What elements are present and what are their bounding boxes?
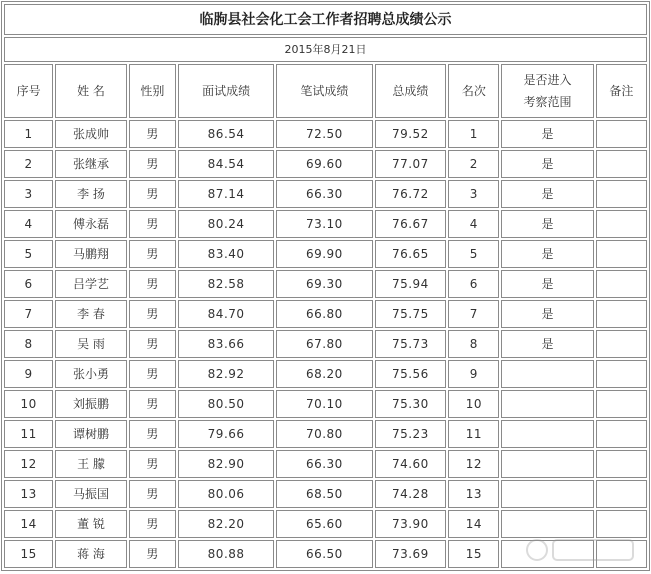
cell-remark [596, 300, 647, 328]
table-row [4, 300, 647, 328]
cell-name: 张继承 [55, 150, 127, 178]
cell-written: 68.50 [276, 480, 372, 508]
cell-interview: 80.88 [178, 540, 274, 568]
header-name: 姓 名 [55, 64, 127, 118]
cell-total: 75.73 [375, 330, 447, 358]
cell-rank: 5 [448, 240, 499, 268]
cell-written: 69.90 [276, 240, 372, 268]
cell-interview: 80.50 [178, 390, 274, 418]
cell-gender: 男 [129, 120, 176, 148]
cell-rank: 3 [448, 180, 499, 208]
header-inspect-line1: 是否进入 [523, 73, 572, 87]
cell-interview: 80.24 [178, 210, 274, 238]
cell-inspect: 是 [501, 330, 593, 358]
cell-gender: 男 [129, 480, 176, 508]
cell-remark [596, 390, 647, 418]
cell-total: 74.28 [375, 480, 447, 508]
announcement-date: 2015年8月21日 [4, 37, 647, 62]
cell-rank: 7 [448, 300, 499, 328]
cell-seq: 2 [4, 150, 53, 178]
cell-written: 66.80 [276, 300, 372, 328]
cell-total: 75.56 [375, 360, 447, 388]
cell-remark [596, 270, 647, 298]
cell-rank: 4 [448, 210, 499, 238]
title-row [4, 4, 647, 35]
cell-rank: 14 [448, 510, 499, 538]
cell-rank: 11 [448, 420, 499, 448]
cell-remark [596, 330, 647, 358]
cell-interview: 83.40 [178, 240, 274, 268]
cell-remark [596, 420, 647, 448]
cell-gender: 男 [129, 420, 176, 448]
cell-name: 李 春 [55, 300, 127, 328]
header-inspect [501, 64, 593, 118]
cell-name: 王 朦 [55, 450, 127, 478]
cell-total: 77.07 [375, 150, 447, 178]
cell-interview: 82.20 [178, 510, 274, 538]
cell-gender: 男 [129, 510, 176, 538]
cell-total: 74.60 [375, 450, 447, 478]
table-row [4, 420, 647, 448]
table-row [4, 180, 647, 208]
cell-seq: 12 [4, 450, 53, 478]
cell-interview: 84.54 [178, 150, 274, 178]
cell-total: 75.94 [375, 270, 447, 298]
cell-total: 76.72 [375, 180, 447, 208]
cell-inspect [501, 450, 593, 478]
cell-total: 76.65 [375, 240, 447, 268]
cell-total: 73.90 [375, 510, 447, 538]
cell-name: 张小勇 [55, 360, 127, 388]
cell-rank: 13 [448, 480, 499, 508]
table-row [4, 210, 647, 238]
header-row [4, 64, 647, 118]
cell-inspect: 是 [501, 270, 593, 298]
cell-gender: 男 [129, 300, 176, 328]
header-gender: 性别 [129, 64, 176, 118]
cell-interview: 79.66 [178, 420, 274, 448]
header-written: 笔试成绩 [276, 64, 372, 118]
cell-name: 李 扬 [55, 180, 127, 208]
header-seq: 序号 [4, 64, 53, 118]
cell-name: 吴 雨 [55, 330, 127, 358]
cell-gender: 男 [129, 450, 176, 478]
cell-seq: 5 [4, 240, 53, 268]
date-row [4, 37, 647, 62]
cell-gender: 男 [129, 240, 176, 268]
cell-rank: 6 [448, 270, 499, 298]
cell-inspect: 是 [501, 120, 593, 148]
cell-seq: 8 [4, 330, 53, 358]
cell-remark [596, 150, 647, 178]
cell-interview: 82.58 [178, 270, 274, 298]
cell-inspect: 是 [501, 210, 593, 238]
cell-total: 79.52 [375, 120, 447, 148]
cell-written: 69.60 [276, 150, 372, 178]
table-row [4, 270, 647, 298]
cell-inspect [501, 360, 593, 388]
cell-written: 73.10 [276, 210, 372, 238]
cell-interview: 87.14 [178, 180, 274, 208]
cell-inspect: 是 [501, 300, 593, 328]
cell-remark [596, 240, 647, 268]
cell-written: 66.30 [276, 450, 372, 478]
table-row [4, 240, 647, 268]
cell-interview: 82.92 [178, 360, 274, 388]
cell-written: 70.10 [276, 390, 372, 418]
cell-inspect: 是 [501, 150, 593, 178]
header-interview: 面试成绩 [178, 64, 274, 118]
cell-remark [596, 180, 647, 208]
table-row [4, 450, 647, 478]
cell-gender: 男 [129, 180, 176, 208]
cell-seq: 4 [4, 210, 53, 238]
cell-interview: 84.70 [178, 300, 274, 328]
cell-name: 吕学艺 [55, 270, 127, 298]
header-inspect-line2: 考察范围 [523, 95, 572, 109]
cell-inspect [501, 420, 593, 448]
cell-seq: 7 [4, 300, 53, 328]
cell-written: 67.80 [276, 330, 372, 358]
cell-rank: 9 [448, 360, 499, 388]
cell-total: 75.30 [375, 390, 447, 418]
cell-seq: 15 [4, 540, 53, 568]
cell-name: 张成帅 [55, 120, 127, 148]
cell-gender: 男 [129, 210, 176, 238]
cell-name: 谭树鹏 [55, 420, 127, 448]
cell-seq: 10 [4, 390, 53, 418]
table-row [4, 480, 647, 508]
page-title: 临朐县社会化工会工作者招聘总成绩公示 [4, 4, 647, 35]
cell-written: 66.30 [276, 180, 372, 208]
cell-gender: 男 [129, 540, 176, 568]
cell-interview: 86.54 [178, 120, 274, 148]
cell-rank: 10 [448, 390, 499, 418]
cell-inspect: 是 [501, 180, 593, 208]
cell-seq: 6 [4, 270, 53, 298]
cell-rank: 12 [448, 450, 499, 478]
cell-interview: 82.90 [178, 450, 274, 478]
table-row [4, 120, 647, 148]
cell-name: 傅永磊 [55, 210, 127, 238]
cell-seq: 14 [4, 510, 53, 538]
cell-gender: 男 [129, 150, 176, 178]
cell-rank: 8 [448, 330, 499, 358]
table-row [4, 150, 647, 178]
cell-name: 蒋 海 [55, 540, 127, 568]
cell-total: 75.75 [375, 300, 447, 328]
cell-remark [596, 210, 647, 238]
cell-remark [596, 360, 647, 388]
cell-name: 马鹏翔 [55, 240, 127, 268]
cell-inspect [501, 390, 593, 418]
cell-rank: 15 [448, 540, 499, 568]
cell-name: 董 锐 [55, 510, 127, 538]
cell-gender: 男 [129, 270, 176, 298]
cell-written: 72.50 [276, 120, 372, 148]
cell-written: 65.60 [276, 510, 372, 538]
cell-rank: 1 [448, 120, 499, 148]
cell-name: 马振国 [55, 480, 127, 508]
header-total: 总成绩 [375, 64, 447, 118]
header-remark: 备注 [596, 64, 647, 118]
cell-remark [596, 450, 647, 478]
cell-remark [596, 480, 647, 508]
cell-seq: 1 [4, 120, 53, 148]
cell-gender: 男 [129, 390, 176, 418]
table-row [4, 330, 647, 358]
score-table [1, 1, 650, 571]
cell-remark [596, 120, 647, 148]
cell-name: 刘振鹏 [55, 390, 127, 418]
cell-interview: 83.66 [178, 330, 274, 358]
table-row [4, 360, 647, 388]
cell-written: 66.50 [276, 540, 372, 568]
table-row [4, 390, 647, 418]
cell-inspect: 是 [501, 240, 593, 268]
cell-gender: 男 [129, 360, 176, 388]
cell-total: 73.69 [375, 540, 447, 568]
cell-seq: 13 [4, 480, 53, 508]
watermark-logo [523, 530, 643, 570]
header-rank: 名次 [448, 64, 499, 118]
cell-total: 76.67 [375, 210, 447, 238]
cell-written: 68.20 [276, 360, 372, 388]
cell-written: 69.30 [276, 270, 372, 298]
cell-seq: 3 [4, 180, 53, 208]
cell-seq: 9 [4, 360, 53, 388]
cell-gender: 男 [129, 330, 176, 358]
cell-total: 75.23 [375, 420, 447, 448]
cell-written: 70.80 [276, 420, 372, 448]
cell-rank: 2 [448, 150, 499, 178]
cell-seq: 11 [4, 420, 53, 448]
cell-interview: 80.06 [178, 480, 274, 508]
cell-inspect [501, 480, 593, 508]
